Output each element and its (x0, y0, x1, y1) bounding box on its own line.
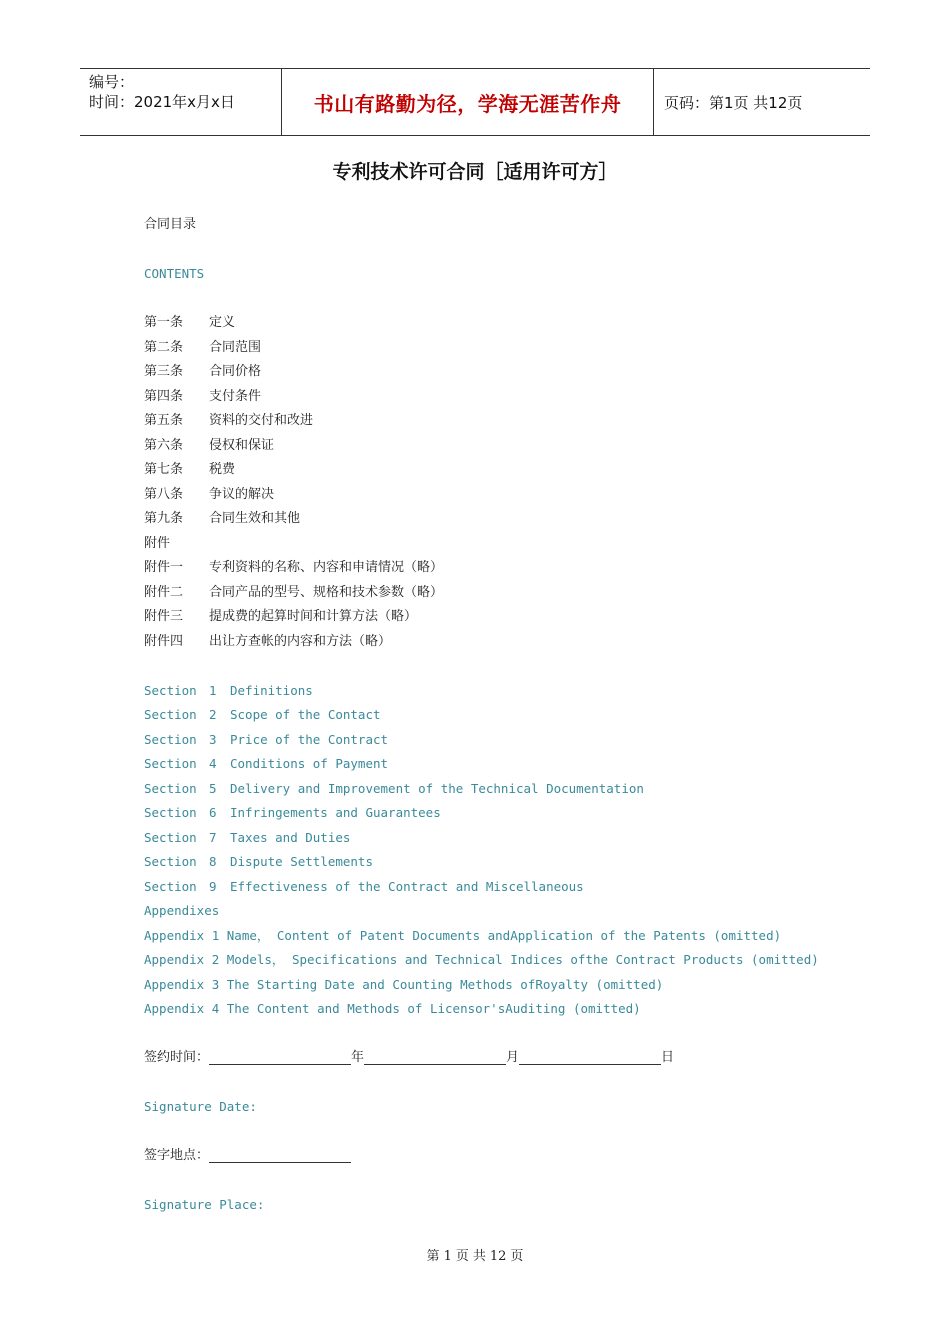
footer-page-number: 1 (443, 1249, 452, 1264)
month-blank[interactable] (364, 1048, 506, 1065)
toc-en-item: Section 3 Price of the Contract (144, 731, 389, 747)
footer-total-pages: 12 (489, 1249, 507, 1264)
toc-zh-item: 第七条 税费 (144, 462, 236, 477)
toc-zh-item: 第九条 合同生效和其他 (144, 511, 301, 526)
toc-en-item: Section 4 Conditions of Payment (144, 756, 389, 771)
toc-en-item: Section 9 Effectiveness of the Contract and Miscellaneous (144, 878, 584, 894)
toc-zh-item: 附件一 专利资料的名称、内容和申请情况（略） (144, 560, 444, 575)
toc-en-item: Section 5 Delivery and Improvement of the Technical Documentation (144, 780, 644, 796)
signature-date-zh: 签约时间： 年 月 日 (144, 1050, 675, 1065)
toc-en-item: Section 8 Dispute Settlements (144, 854, 373, 869)
contents-zh-heading: 合同目录 (144, 217, 197, 232)
appendix-en-item: Appendix 2 Models， Specifications and Technical Indices ofthe Contract Products (omitted) (144, 952, 819, 967)
header-meta (80, 69, 281, 135)
toc-en-item: Section 1 Definitions (144, 682, 313, 698)
page-header (80, 68, 870, 136)
time-label: 时间：2021年x月x日 (89, 93, 235, 111)
year-blank[interactable] (209, 1048, 351, 1065)
toc-zh-item: 附件二 合同产品的型号、规格和技术参数（略） (144, 584, 444, 600)
toc-zh-item: 第二条 合同范围 (144, 339, 262, 355)
day-blank[interactable] (519, 1048, 661, 1065)
toc-zh-item: 第八条 争议的解决 (144, 486, 275, 502)
appendix-en-item: Appendix 1 Name， Content of Patent Documents andApplication of the Patents (omitted) (144, 927, 782, 943)
serial-label: 编号： (89, 73, 135, 91)
signature-place-en: Signature Place: (144, 1197, 265, 1212)
toc-zh-item: 第三条 合同价格 (144, 364, 262, 379)
toc-zh-item: 第五条 资料的交付和改进 (144, 413, 314, 428)
header-motto: 书山有路勤为径，学海无涯苦作舟 (281, 69, 654, 135)
appendixes-heading: Appendixes (144, 903, 220, 918)
document-body (144, 213, 864, 1218)
toc-zh-item: 附件 (144, 535, 171, 551)
toc-en-item: Section 2 Scope of the Contact (144, 707, 381, 722)
toc-zh-item: 第四条 支付条件 (144, 388, 262, 404)
toc-zh-item: 附件四 出让方查帐的内容和方法（略） (144, 633, 392, 649)
toc-en-list (144, 679, 864, 1022)
toc-zh-item: 附件三 提成费的起算时间和计算方法（略） (144, 609, 418, 624)
page-footer: 第 1 页 共 12 页 (426, 1249, 524, 1264)
appendix-en-item: Appendix 3 The Starting Date and Counting Methods ofRoyalty (omitted) (144, 976, 664, 992)
place-blank[interactable] (209, 1146, 351, 1163)
signature-date-en: Signature Date: (144, 1099, 257, 1114)
signature-place-zh: 签字地点： (144, 1144, 864, 1169)
toc-en-item: Section 7 Taxes and Duties (144, 829, 351, 845)
header-page-info: 页码：第1页 共12页 (664, 93, 803, 112)
toc-zh-item: 第一条 定义 (144, 315, 236, 330)
toc-zh-list (144, 311, 864, 654)
toc-zh-item: 第六条 侵权和保证 (144, 437, 275, 453)
document-title: 专利技术许可合同［适用许可方］ (332, 161, 618, 183)
contents-en-heading: CONTENTS (144, 266, 205, 281)
appendix-en-item: Appendix 4 The Content and Methods of Licensor'sAuditing (omitted) (144, 1001, 641, 1016)
toc-en-item: Section 6 Infringements and Guarantees (144, 805, 441, 820)
